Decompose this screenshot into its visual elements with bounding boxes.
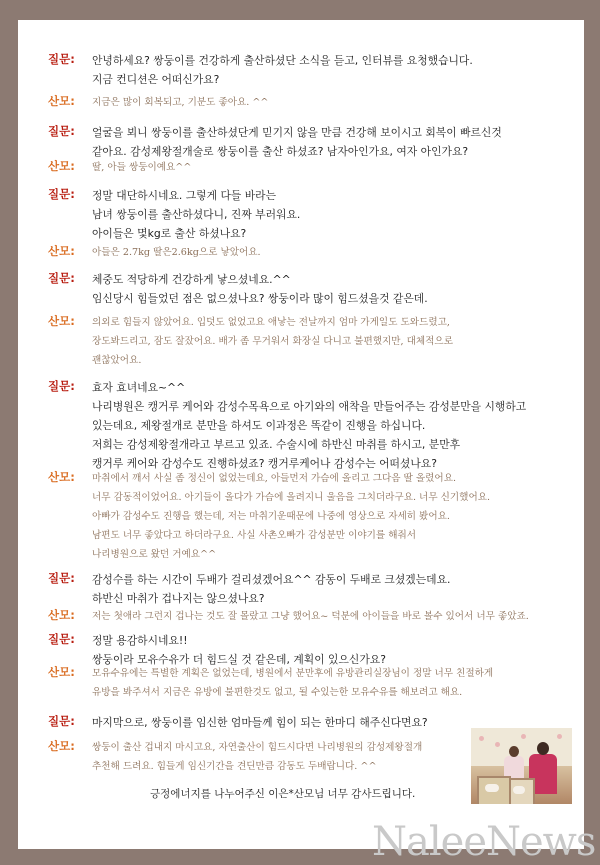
question-text-line: 체중도 적당하게 건강하게 낳으셨네요.^^: [92, 273, 291, 286]
answer-label: 산모:: [48, 94, 75, 108]
question-text-line: 감성수를 하는 시간이 두배가 걸리셨겠어요^^ 감동이 두배로 크셨겠는데요.: [92, 573, 451, 586]
question-label: 질문:: [48, 632, 75, 646]
question-label: 질문:: [48, 52, 75, 66]
photo-mother-with-twins: [471, 728, 572, 804]
answer-label: 산모:: [48, 244, 75, 258]
question-text-line: 안녕하세요? 쌍둥이를 건강하게 출산하셨단 소식을 듣고, 인터뷰를 요청했습니다.: [92, 54, 473, 67]
answer-text-line: 아빠가 감성수도 진행을 했는데, 저는 마취기운때문에 나중에 영상으로 자세히 봤어요.: [92, 511, 450, 522]
question-text-line: 있는데요, 제왕절개로 분만을 하셔도 이과정은 똑같이 진행을 하십니다.: [92, 419, 426, 432]
question-label: 질문:: [48, 187, 75, 201]
question-label: 질문:: [48, 271, 75, 285]
question-text-line: 얼굴을 뵈니 쌍둥이를 출산하셨단게 믿기지 않을 만큼 건강해 보이시고 회복이 빠르신것: [92, 126, 502, 139]
question-text-line: 효자 효녀네요~^^: [92, 381, 186, 394]
closing-thanks: 긍정에너지를 나누어주신 이은*산모님 너무 감사드립니다.: [150, 788, 416, 800]
question-text-line: 나리병원은 캥거루 케어와 감성수목욕으로 아기와의 애착을 만들어주는 감성분만을 시행하고: [92, 400, 527, 413]
answer-text-line: 마취에서 깨서 사실 좀 정신이 없었는데요, 아들먼저 가슴에 올리고 그다음 딸 올렸어요.: [92, 473, 457, 484]
answer-text-line: 남편도 너무 좋았다고 하더라구요. 사실 사촌오빠가 감성분만 이야기를 해줘서: [92, 530, 417, 541]
answer-text-line: 유방을 봐주셔서 지금은 유방에 불편한것도 없고, 될 수있는한 모유수유를 해보려고 해요.: [92, 687, 463, 698]
question-text-line: 정말 대단하시네요. 그렇게 다들 바라는: [92, 189, 277, 202]
question-text-line: 쌍둥이라 모유수유가 더 힘드실 것 같은데, 계획이 있으신가요?: [92, 653, 386, 666]
question-text-line: 정말 용감하시네요!!: [92, 634, 188, 647]
answer-text-line: 장도봐드리고, 잠도 잘잤어요. 배가 좀 무거워서 화장실 다니고 불편했지만, 대체적으로: [92, 336, 453, 347]
question-text-line: 아이들은 몇kg로 출산 하셨나요?: [92, 227, 247, 240]
question-text-line: 마지막으로, 쌍둥이를 임신한 엄마들께 힘이 되는 한마디 해주신다면요?: [92, 716, 428, 729]
question-label: 질문:: [48, 124, 75, 138]
question-label: 질문:: [48, 571, 75, 585]
answer-text-line: 쌍둥이 출산 겁내지 마시고요, 자연출산이 힘드시다면 나리병원의 감성제왕절개: [92, 742, 423, 753]
answer-text-line: 아들은 2.7kg 딸은2.6kg으로 낳았어요.: [92, 247, 261, 258]
question-text-line: 임신당시 힘들었던 점은 없으셨나요? 쌍둥이라 많이 힘드셨을것 같은데.: [92, 292, 428, 305]
question-label: 질문:: [48, 379, 75, 393]
answer-text-line: 저는 첫애라 그런지 겁나는 것도 잘 몰랐고 그냥 했어요~ 덕분에 아이들을 바로 볼수 있어서 너무 좋았죠.: [92, 611, 529, 622]
answer-label: 산모:: [48, 608, 75, 622]
answer-text-line: 딸, 아들 쌍둥이예요^^: [92, 162, 192, 173]
question-text-line: 캥거루 케어와 감성수도 진행하셨죠? 캥거루케어나 감성수는 어떠셨나요?: [92, 457, 437, 470]
interview-page: [18, 20, 596, 865]
question-label: 질문:: [48, 714, 75, 728]
question-text-line: 지금 컨디션은 어떠신가요?: [92, 73, 220, 86]
answer-text-line: 나리병원으로 왔던 거예요^^: [92, 549, 217, 560]
answer-text-line: 추천해 드려요. 힘들게 임신기간을 견딘만큼 감동도 두배랍니다. ^^: [92, 761, 377, 772]
question-text-line: 남녀 쌍둥이를 출산하셨다니, 진짜 부러워요.: [92, 208, 301, 221]
naleenews-watermark: NaleeNews: [372, 819, 596, 865]
answer-label: 산모:: [48, 314, 75, 328]
answer-text-line: 의외로 힘들지 않았어요. 입덧도 없었고요 애낳는 전날까지 엄마 가게일도 도와드렸고,: [92, 317, 450, 328]
answer-text-line: 지금은 많이 회복되고, 기분도 좋아요. ^^: [92, 97, 269, 108]
answer-label: 산모:: [48, 739, 75, 753]
answer-label: 산모:: [48, 470, 75, 484]
question-text-line: 저희는 감성제왕절개라고 부르고 있죠. 수술시에 하반신 마취를 하시고, 분만후: [92, 438, 461, 451]
question-text-line: 같아요. 감성제왕절개술로 쌍둥이를 출산 하셨죠? 남자아인가요, 여자 아인가요?: [92, 145, 469, 158]
answer-label: 산모:: [48, 665, 75, 679]
answer-label: 산모:: [48, 159, 75, 173]
answer-text-line: 너무 감동적이었어요. 아기들이 올다가 가슴에 올려지니 울음을 그치더라구요. 너무 신기했어요.: [92, 492, 491, 503]
answer-text-line: 괜찮았어요.: [92, 355, 142, 366]
question-text-line: 하반신 마취가 겁나지는 않으셨나요?: [92, 592, 265, 605]
answer-text-line: 모유수유에는 특별한 계획은 없었는데, 병원에서 분만후에 유방관리실장님이 정말 너무 친절하게: [92, 668, 494, 679]
